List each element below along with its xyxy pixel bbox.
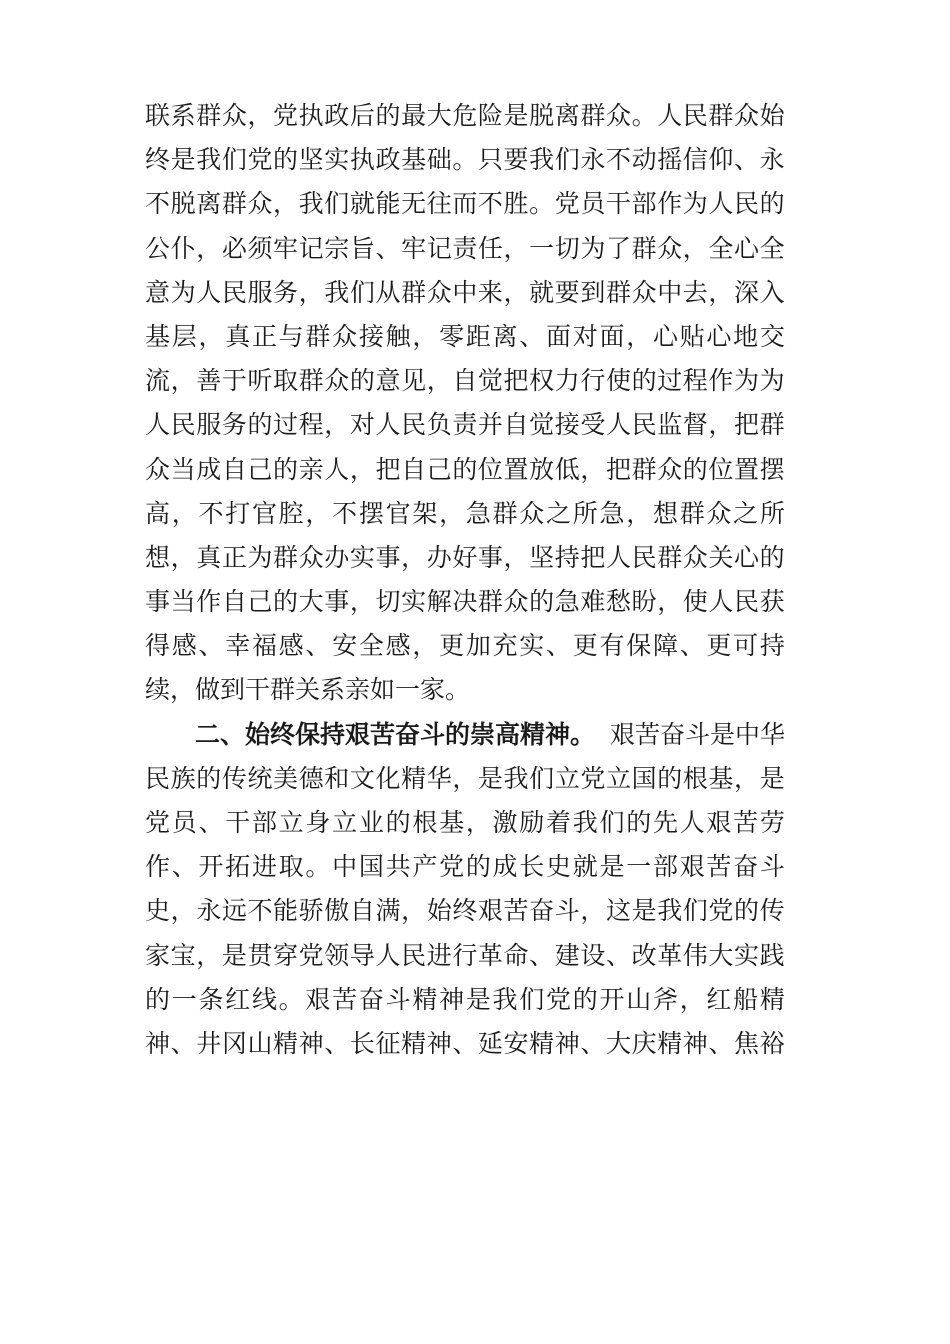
text-line: 公 仆 ， 必 须 牢 记 宗 旨 、 牢 记 责 任 ， 一 切 为 了 群 众 ， 全 心 全 [145,233,785,263]
text-line: 事 当 作 自 己 的 大 事 ， 切 实 解 决 群 众 的 急 难 愁 盼 ， 使 人 民 获 [145,587,785,617]
text-line: 家 宝 ， 是 贯 穿 党 领 导 人 民 进 行 革 命 、 建 设 、 改 革 伟 大 实 践 [145,940,785,970]
text-line: 得 感 、 幸 福 感 、 安 全 感 ， 更 加 充 实 、 更 有 保 障 、 更 可 持 [145,631,785,661]
text-line: 的 一 条 红 线 。 艰 苦 奋 斗 精 神 是 我 们 党 的 开 山 斧 ， 红 船 精 [145,984,785,1014]
text-span: 艰苦奋斗是中华 [609,719,785,749]
text-line: 联 系 群 众 ， 党 执 政 后 的 最 大 危 险 是 脱 离 群 众 。 人 民 群 众 始 [145,101,785,130]
text-line: 人 民 服 务 的 过 程 ， 对 人 民 负 责 并 自 觉 接 受 人 民 监 督 ， 把 群 [145,410,785,440]
text-line: 基 层 ， 真 正 与 群 众 接 触 ， 零 距 离 、 面 对 面 ， 心 贴 心 地 交 [145,321,785,351]
text-line: 想 ， 真 正 为 群 众 办 实 事 ， 办 好 事 ， 坚 持 把 人 民 群 众 关 心 的 [145,542,785,572]
section-heading: 二、始终保持艰苦奋斗的崇高精神。 [195,719,596,749]
text-line: 终 是 我 们 党 的 坚 实 执 政 基 础 。 只 要 我 们 永 不 动 摇 信 仰 、 永 [145,145,785,175]
text-line: 史 ， 永 远 不 能 骄 傲 自 满 ， 始 终 艰 苦 奋 斗 ， 这 是 我 们 党 的 传 [145,896,785,926]
text-line: 众 当 成 自 己 的 亲 人 ， 把 自 己 的 位 置 放 低 ， 把 群 众 的 位 置 摆 [145,454,785,484]
text-line: 不 脱 离 群 众 ， 我 们 就 能 无 往 而 不 胜 。 党 员 干 部 作 为 人 民 的 [145,189,785,219]
paragraph-2-first-line [145,713,785,757]
text-line: 续，做到干群关系亲如一家。 [145,675,471,705]
paragraph-1 [145,94,785,713]
text-line: 民 族 的 传 统 美 德 和 文 化 精 华 ， 是 我 们 立 党 立 国 的 根 基 ， 是 [145,763,785,793]
text-line: 流 ， 善 于 听 取 群 众 的 意 见 ， 自 觉 把 权 力 行 使 的 过 程 作 为 为 [145,366,785,396]
text-line: 作 、 开 拓 进 取 。 中 国 共 产 党 的 成 长 史 就 是 一 部 艰 苦 奋 斗 [145,852,785,882]
paragraph-2 [145,713,785,1067]
text-line: 高 ， 不 打 官 腔 ， 不 摆 官 架 ， 急 群 众 之 所 急 ， 想 群 众 之 所 [145,498,785,528]
text-line: 意 为 人 民 服 务 ， 我 们 从 群 众 中 来 ， 就 要 到 群 众 中 去 ， 深 入 [145,277,785,307]
text-line: 神 、 井 冈 山 精 神 、 长 征 精 神 、 延 安 精 神 、 大 庆 精 神 、 焦 裕 [145,1028,785,1058]
body-text [145,94,785,1066]
text-line: 党 员 、 干 部 立 身 立 业 的 根 基 ， 激 励 着 我 们 的 先 人 艰 苦 劳 [145,808,785,837]
